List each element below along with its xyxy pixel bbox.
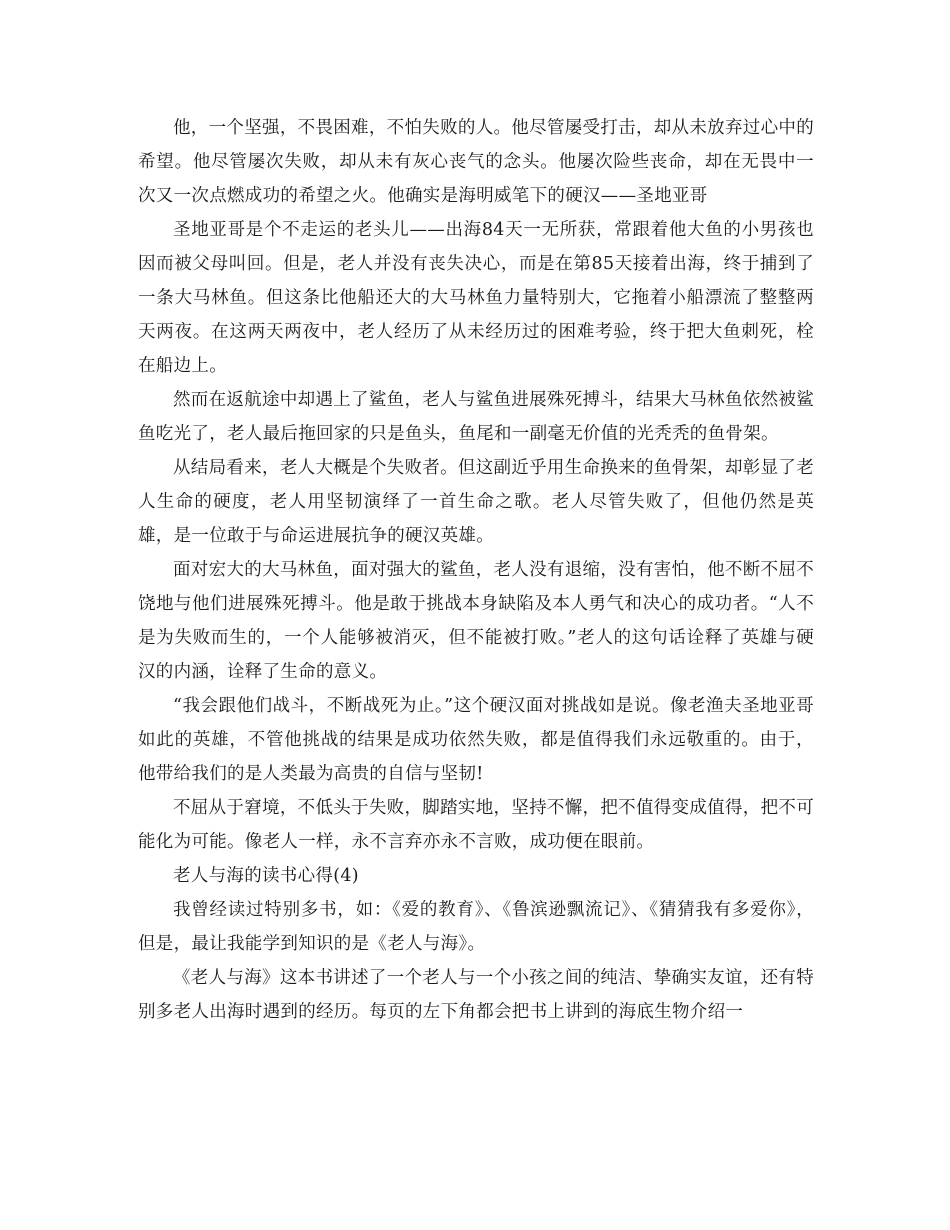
paragraph-4: 从结局看来，老人大概是个失败者。但这副近乎用生命换来的鱼骨架，却彰显了老人生命的硬度，老人用坚韧演绎了一首生命之歌。老人尽管失败了，但他仍然是英雄，是一位敢于与命运进展抗争的硬汉英雄。 xyxy=(138,458,814,546)
paragraph-7: 不屈从于窘境，不低头于失败，脚踏实地，坚持不懈，把不值得变成值得，把不可能化为可能。像老人一样，永不言弃亦永不言败，成功便在眼前。 xyxy=(138,798,814,852)
paragraph-1: 他，一个坚强，不畏困难，不怕失败的人。他尽管屡受打击，却从未放弃过心中的希望。他尽管屡次失败，却从未有灰心丧气的念头。他屡次险些丧命，却在无畏中一次又一次点燃成功的希望之火。他确实是海明威笔下的硬汉——圣地亚哥 xyxy=(138,118,814,206)
section-heading: 老人与海的读书心得(4) xyxy=(173,866,359,886)
paragraph-5: 面对宏大的大马林鱼，面对强大的鲨鱼，老人没有退缩，没有害怕，他不断不屈不饶地与他们进展殊死搏斗。他是敢于挑战本身缺陷及本人勇气和决心的成功者。“人不是为失败而生的，一个人能够被消灭，但不能被打败。”老人的这句话诠释了英雄与硬汉的内涵，诠释了生命的意义。 xyxy=(138,560,814,682)
paragraph-8: 我曾经读过特别多书，如：《爱的教育》、《鲁滨逊飘流记》、《猜猜我有多爱你》，但是，最让我能学到知识的是《老人与海》。 xyxy=(138,900,814,954)
paragraph-3: 然而在返航途中却遇上了鲨鱼，老人与鲨鱼进展殊死搏斗，结果大马林鱼依然被鲨鱼吃光了，老人最后拖回家的只是鱼头，鱼尾和一副毫无价值的光秃秃的鱼骨架。 xyxy=(138,390,814,444)
paragraph-2: 圣地亚哥是个不走运的老头儿——出海84天一无所获，常跟着他大鱼的小男孩也因而被父母叫回。但是，老人并没有丧失决心，而是在第85天接着出海，终于捕到了一条大马林鱼。但这条比他船还大的大马林鱼力量特别大，它拖着小船漂流了整整两天两夜。在这两天两夜中，老人经历了从未经历过的困难考验，终于把大鱼刺死，栓在船边上。 xyxy=(138,220,814,376)
paragraph-9: 《老人与海》这本书讲述了一个老人与一个小孩之间的纯洁、挚确实友谊，还有特别多老人出海时遇到的经历。每页的左下角都会把书上讲到的海底生物介绍一 xyxy=(138,968,814,1022)
document-body xyxy=(138,111,814,1029)
paragraph-6: “我会跟他们战斗，不断战死为止。”这个硬汉面对挑战如是说。像老渔夫圣地亚哥如此的英雄，不管他挑战的结果是成功依然失败，都是值得我们永远敬重的。由于，他带给我们的是人类最为高贵的自信与坚韧! xyxy=(138,696,814,784)
